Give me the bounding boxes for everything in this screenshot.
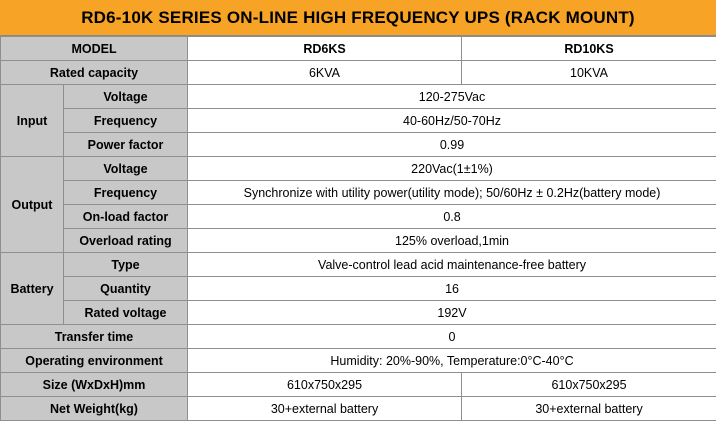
model-label: MODEL	[1, 37, 188, 61]
battery-quantity-label: Quantity	[64, 277, 188, 301]
battery-quantity-value: 16	[188, 277, 716, 301]
output-group-label: Output	[1, 157, 64, 253]
size-rd6ks: 610x750x295	[188, 373, 462, 397]
spec-table	[0, 36, 716, 421]
table-row	[1, 397, 716, 421]
table-row	[1, 157, 716, 181]
table-row	[1, 301, 716, 325]
table-row	[1, 61, 716, 85]
rated-capacity-rd6ks: 6KVA	[188, 61, 462, 85]
output-voltage-label: Voltage	[64, 157, 188, 181]
transfer-time-value: 0	[188, 325, 716, 349]
battery-rated-voltage-value: 192V	[188, 301, 716, 325]
table-row	[1, 133, 716, 157]
page-title: RD6-10K SERIES ON-LINE HIGH FREQUENCY UPS (RACK MOUNT)	[0, 0, 716, 36]
table-row-header	[1, 37, 716, 61]
table-row	[1, 277, 716, 301]
output-frequency-label: Frequency	[64, 181, 188, 205]
output-onload-factor-label: On-load factor	[64, 205, 188, 229]
output-frequency-value: Synchronize with utility power(utility mode); 50/60Hz ± 0.2Hz(battery mode)	[188, 181, 716, 205]
input-voltage-label: Voltage	[64, 85, 188, 109]
battery-type-label: Type	[64, 253, 188, 277]
operating-environment-value: Humidity: 20%-90%, Temperature:0°C-40°C	[188, 349, 716, 373]
input-power-factor-value: 0.99	[188, 133, 716, 157]
model-rd10ks: RD10KS	[462, 37, 716, 61]
input-voltage-value: 120-275Vac	[188, 85, 716, 109]
size-rd10ks: 610x750x295	[462, 373, 716, 397]
model-rd6ks: RD6KS	[188, 37, 462, 61]
output-overload-rating-value: 125% overload,1min	[188, 229, 716, 253]
input-power-factor-label: Power factor	[64, 133, 188, 157]
output-overload-rating-label: Overload rating	[64, 229, 188, 253]
size-label: Size (WxDxH)mm	[1, 373, 188, 397]
battery-group-label: Battery	[1, 253, 64, 325]
input-frequency-label: Frequency	[64, 109, 188, 133]
input-frequency-value: 40-60Hz/50-70Hz	[188, 109, 716, 133]
input-group-label: Input	[1, 85, 64, 157]
rated-capacity-label: Rated capacity	[1, 61, 188, 85]
net-weight-rd6ks: 30+external battery	[188, 397, 462, 421]
output-onload-factor-value: 0.8	[188, 205, 716, 229]
table-row	[1, 349, 716, 373]
transfer-time-label: Transfer time	[1, 325, 188, 349]
table-row	[1, 181, 716, 205]
net-weight-label: Net Weight(kg)	[1, 397, 188, 421]
output-voltage-value: 220Vac(1±1%)	[188, 157, 716, 181]
table-row	[1, 229, 716, 253]
operating-environment-label: Operating environment	[1, 349, 188, 373]
table-row	[1, 325, 716, 349]
battery-type-value: Valve-control lead acid maintenance-free battery	[188, 253, 716, 277]
table-row	[1, 253, 716, 277]
battery-rated-voltage-label: Rated voltage	[64, 301, 188, 325]
table-row	[1, 205, 716, 229]
table-row	[1, 109, 716, 133]
table-row	[1, 85, 716, 109]
net-weight-rd10ks: 30+external battery	[462, 397, 716, 421]
rated-capacity-rd10ks: 10KVA	[462, 61, 716, 85]
table-row	[1, 373, 716, 397]
